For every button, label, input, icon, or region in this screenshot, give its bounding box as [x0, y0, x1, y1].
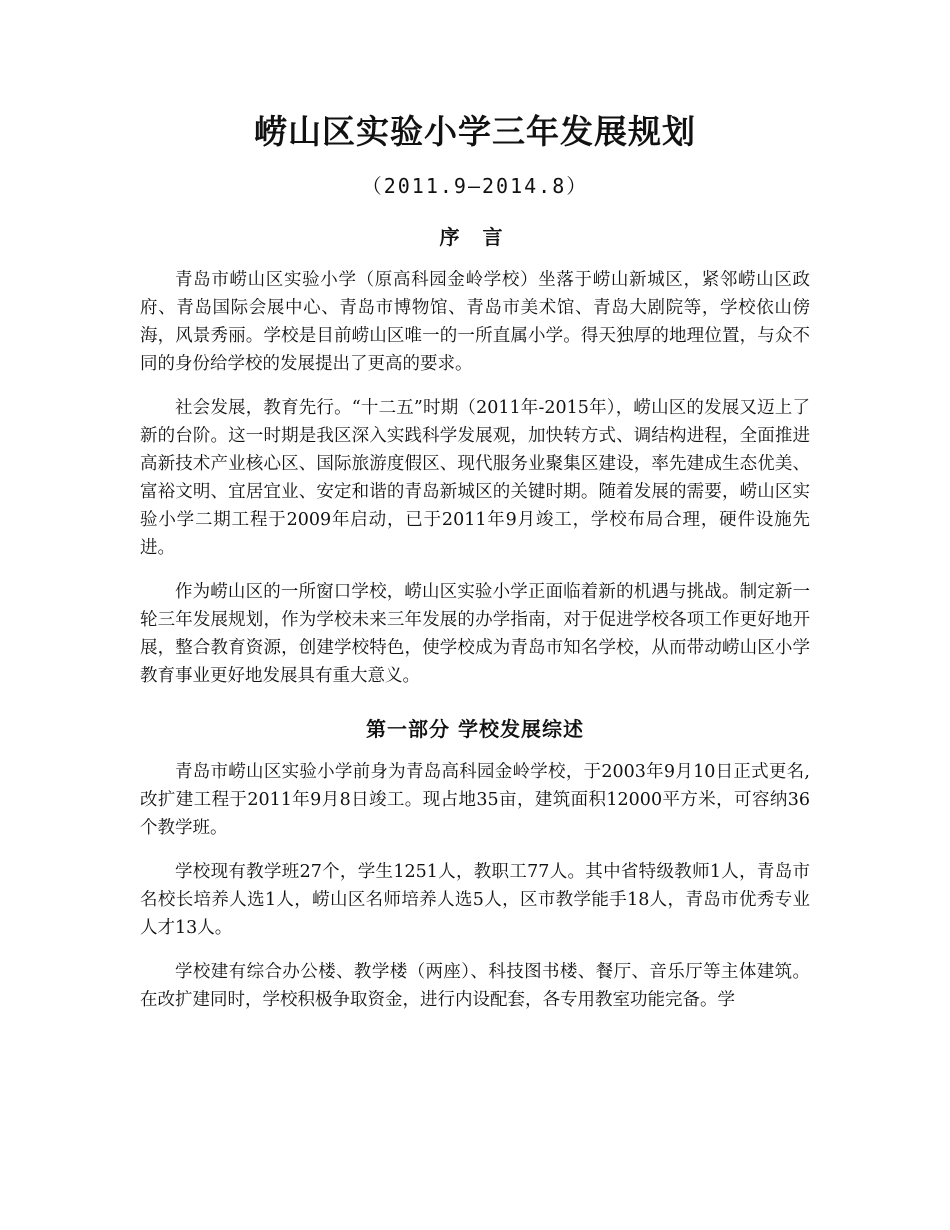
document-title: 崂山区实验小学三年发展规划 [254, 112, 696, 151]
preface-heading: 序 言 [439, 225, 511, 249]
document-date-range: （2011.9—2014.8） [361, 174, 589, 198]
part-one-heading: 第一部分 学校发展综述 [366, 717, 584, 741]
preface-paragraph-1: 青岛市崂山区实验小学（原高科园金岭学校）坐落于崂山新城区，紧邻崂山区政府、青岛国际会展中心、青岛市博物馆、青岛市美术馆、青岛大剧院等，学校依山傍海，风景秀丽。学校是目前崂山区唯一的一所直属小学。得天独厚的地理位置，与众不同的身份给学校的发展提出了更高的要求。 [140, 270, 810, 374]
preface-paragraph-3: 作为崂山区的一所窗口学校，崂山区实验小学正面临着新的机遇与挑战。制定新一轮三年发展规划，作为学校未来三年发展的办学指南，对于促进学校各项工作更好地开展，整合教育资源，创建学校特色，使学校成为青岛市知名学校，从而带动崂山区小学教育事业更好地发展具有重大意义。 [140, 582, 810, 686]
part-one-paragraph-1: 青岛市崂山区实验小学前身为青岛高科园金岭学校，于2003年9月10日正式更名,改扩建工程于2011年9月8日竣工。现占地35亩，建筑面积12000平方米，可容纳36个教学班。 [140, 762, 810, 838]
preface-paragraph-2: 社会发展，教育先行。“十二五”时期（2011年-2015年），崂山区的发展又迈上了新的台阶。这一时期是我区深入实践科学发展观，加快转方式、调结构进程，全面推进高新技术产业核心区、国际旅游度假区、现代服务业聚集区建设，率先建成生态优美、富裕文明、宜居宜业、安定和谐的青岛新城区的关键时期。随着发展的需要，崂山区实验小学二期工程于2009年启动，已于2011年9月竣工，学校布局合理，硬件设施先进。 [140, 398, 810, 558]
part-one-paragraph-3: 学校建有综合办公楼、教学楼（两座）、科技图书楼、餐厅、音乐厅等主体建筑。在改扩建同时，学校积极争取资金，进行内设配套，各专用教室功能完备。学 [140, 962, 810, 1010]
part-one-paragraph-2: 学校现有教学班27个，学生1251人，教职工77人。其中省特级教师1人，青岛市名校长培养人选1人，崂山区名师培养人选5人，区市教学能手18人，青岛市优秀专业人才13人。 [140, 862, 810, 938]
